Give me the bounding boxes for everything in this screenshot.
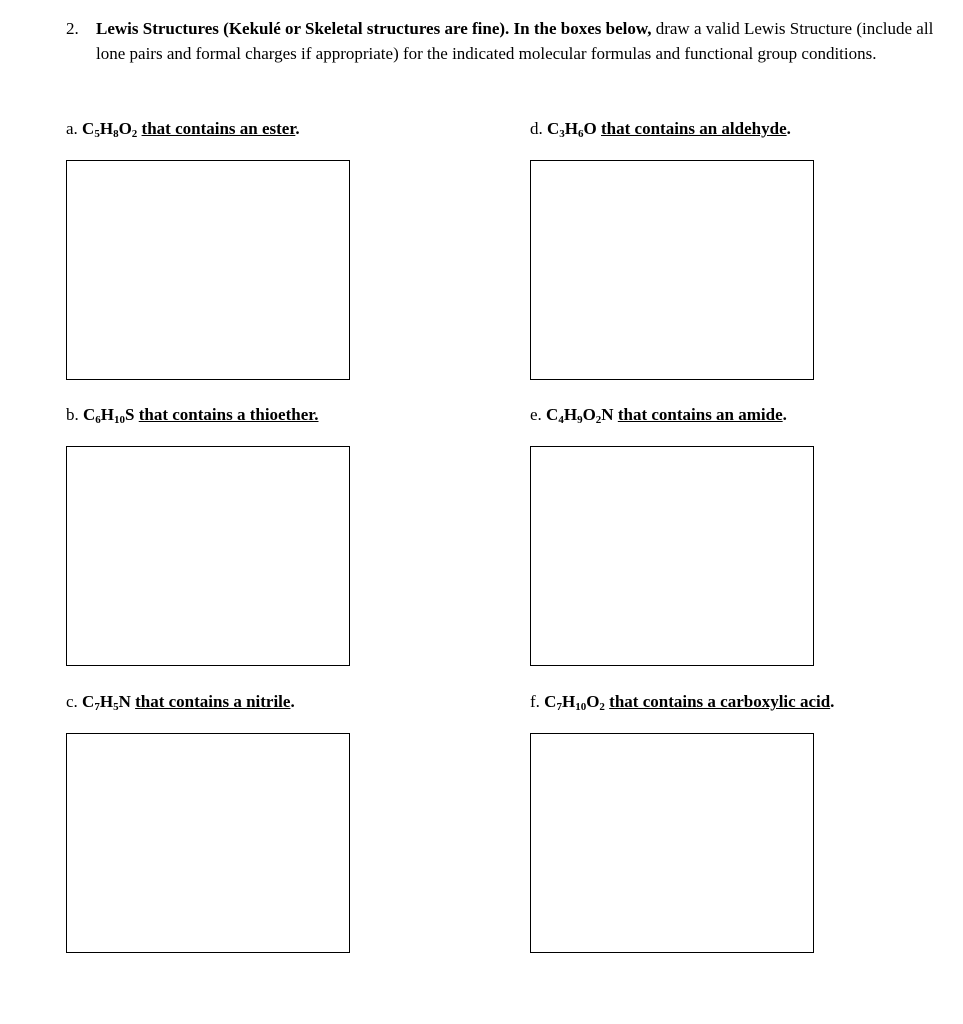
part-c-condition: that contains a nitrile [135,692,291,711]
question-bold-text: Lewis Structures (Kekulé or Skeletal structures are fine). In the boxes below, [96,19,652,38]
part-b-label [66,404,319,426]
answer-box-f[interactable] [530,733,814,953]
part-b-letter: b. [66,405,79,424]
question-number: 2. [66,19,79,38]
part-a-condition: that contains an ester [141,119,296,138]
part-f-condition: that contains a carboxylic acid [609,692,831,711]
part-b-formula: $C_6H_{10}S$ [83,405,135,426]
part-d-formula: $C_3H_6O$ [547,119,597,140]
answer-box-c[interactable] [66,733,350,953]
question-rest-text: draw a valid Lewis Structure (include all lone pairs and formal charges if appropriate) for the indicated molecular formulas and functional group conditions. [96,19,934,63]
part-b-condition: that contains a thioether. [138,405,319,424]
part-c-formula: $C_7H_5N$ [82,692,131,713]
part-e-label: e. $C_4H_9O_2N$ that contains an amide. [530,405,787,426]
question-2 [66,16,946,66]
part-d-condition: that contains an aldehyde [601,119,787,138]
answer-box-d[interactable] [530,160,814,380]
part-f-label: f. $C_7H_{10}O_2$ that contains a carboxylic acid. [530,692,835,713]
part-a-formula: $C_5H_8O_2$ [82,119,138,140]
part-d-letter: d. [530,119,543,138]
part-c-letter: c. [66,692,78,711]
answer-box-e[interactable] [530,446,814,666]
part-e-condition: that contains an amide [617,405,783,424]
part-a-letter: a. [66,119,78,138]
answer-box-a[interactable] [66,160,350,380]
part-f-formula: $C_7H_{10}O_2$ [544,692,605,713]
part-e-formula: $C_4H_9O_2N$ [546,405,614,426]
answer-box-b[interactable] [66,446,350,666]
part-f-letter: f. [530,692,540,711]
part-a-label: a. $C_5H_8O_2$ that contains an ester. [66,119,300,140]
question-text [96,16,946,66]
part-e-letter: e. [530,405,542,424]
part-d-label: d. $C_3H_6O$ that contains an aldehyde. [530,119,791,140]
part-c-label: c. $C_7H_5N$ that contains a nitrile. [66,692,295,713]
